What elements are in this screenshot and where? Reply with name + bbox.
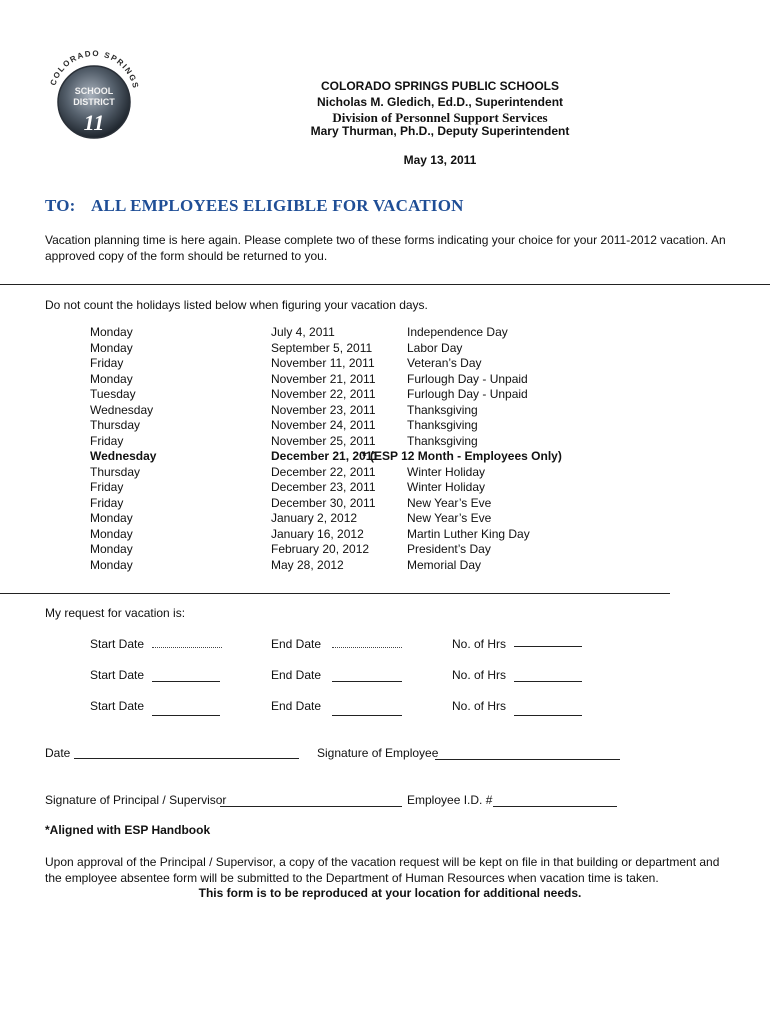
title-text: ALL EMPLOYEES ELIGIBLE FOR VACATION	[91, 196, 464, 215]
employee-id-field[interactable]	[493, 806, 617, 807]
holiday-name: Thanksgiving	[407, 402, 478, 417]
logo-number: 11	[83, 110, 105, 135]
start-date-label: Start Date	[90, 699, 145, 713]
holiday-name: Veteran’s Day	[407, 356, 482, 370]
holiday-name: Furlough Day - Unpaid	[407, 387, 528, 401]
holiday-row	[90, 341, 562, 357]
date-field[interactable]	[74, 758, 299, 759]
holiday-row	[90, 558, 562, 574]
start-date-label: Start Date	[90, 668, 145, 682]
holiday-date: July 4, 2011	[271, 325, 335, 339]
holiday-date: December 22, 2011	[271, 464, 376, 479]
title-to: TO:	[45, 196, 76, 215]
end-date-field-1[interactable]	[332, 647, 402, 648]
superintendent-line: Nicholas M. Gledich, Ed.D., Superintendent	[316, 95, 564, 109]
hours-field-2[interactable]	[514, 681, 582, 682]
holiday-date: February 20, 2012	[271, 542, 370, 556]
employee-signature-field[interactable]	[435, 759, 620, 760]
holiday-date: November 24, 2011	[271, 418, 376, 432]
employee-signature-label: Signature of Employee	[317, 746, 439, 760]
holiday-day: Monday	[90, 557, 133, 572]
holiday-date: December 21, 2011	[271, 449, 379, 463]
holiday-day: Tuesday	[90, 387, 136, 401]
holiday-name: Labor Day	[407, 340, 463, 355]
footnote: *Aligned with ESP Handbook	[45, 823, 211, 837]
holiday-row	[90, 449, 562, 465]
holiday-name: New Year’s Eve	[407, 511, 492, 525]
logo-line2: DISTRICT	[73, 97, 115, 107]
holiday-date: November 25, 2011	[271, 433, 376, 448]
logo-ring-text: COLORADO SPRINGS	[48, 48, 141, 91]
holiday-day: Friday	[90, 480, 124, 494]
holiday-date: December 30, 2011	[271, 495, 376, 510]
holiday-date: November 22, 2011	[271, 387, 376, 401]
holiday-name: Memorial Day	[407, 557, 482, 572]
holiday-row	[90, 496, 562, 512]
holiday-name: President’s Day	[407, 542, 491, 556]
division-line: Division of Personnel Support Services	[332, 110, 548, 125]
end-date-label: End Date	[271, 668, 322, 682]
holiday-row	[90, 372, 562, 388]
holiday-row	[90, 403, 562, 419]
holiday-name: Independence Day	[407, 325, 508, 339]
logo-line1: SCHOOL	[74, 86, 114, 96]
holiday-day: Monday	[90, 371, 133, 386]
holiday-table	[90, 325, 562, 573]
holiday-row	[90, 434, 562, 450]
start-date-field-1[interactable]	[152, 647, 222, 648]
holiday-name: Martin Luther King Day	[407, 526, 530, 541]
supervisor-signature-label: Signature of Principal / Supervisor	[45, 793, 227, 807]
memo-date: May 13, 2011	[403, 153, 477, 167]
holiday-row	[90, 542, 562, 558]
holiday-row	[90, 465, 562, 481]
district-logo	[42, 44, 144, 146]
holiday-name: New Year’s Eve	[407, 495, 492, 510]
hours-label: No. of Hrs	[452, 637, 507, 651]
holiday-day: Wednesday	[90, 402, 154, 417]
divider-1	[0, 284, 770, 285]
holiday-day: Monday	[90, 511, 133, 525]
holiday-day: Friday	[90, 433, 124, 448]
holiday-name: Winter Holiday	[407, 464, 486, 479]
holiday-name: Thanksgiving	[407, 433, 478, 448]
holiday-row	[90, 418, 562, 434]
holiday-row	[90, 511, 562, 527]
holiday-date: November 21, 2011	[271, 371, 376, 386]
holiday-day: Friday	[90, 356, 124, 370]
holiday-day: Monday	[90, 526, 133, 541]
hours-field-3[interactable]	[514, 715, 582, 716]
holiday-day: Thursday	[90, 418, 141, 432]
request-heading: My request for vacation is:	[45, 606, 186, 620]
hours-label: No. of Hrs	[452, 668, 507, 682]
holiday-day: Thursday	[90, 464, 141, 479]
end-date-field-3[interactable]	[332, 715, 402, 716]
holiday-date: December 23, 2011	[271, 480, 376, 494]
holiday-row	[90, 387, 562, 403]
employee-id-label: Employee I.D. #	[407, 793, 493, 807]
start-date-label: Start Date	[90, 637, 145, 651]
holiday-name: * (ESP 12 Month - Employees Only)	[362, 449, 562, 463]
closing-bold-note: This form is to be reproduced at your location for additional needs.	[198, 886, 582, 900]
holiday-row	[90, 527, 562, 543]
holiday-date: September 5, 2011	[271, 340, 373, 355]
holiday-name: Furlough Day - Unpaid	[407, 371, 528, 386]
supervisor-signature-field[interactable]	[220, 806, 402, 807]
holiday-date: May 28, 2012	[271, 557, 344, 572]
holiday-row	[90, 356, 562, 372]
hours-field-1[interactable]	[514, 646, 582, 647]
holiday-row	[90, 480, 562, 496]
holidays-intro: Do not count the holidays listed below when figuring your vacation days.	[45, 298, 428, 312]
holiday-day: Monday	[90, 542, 133, 556]
intro-paragraph: Vacation planning time is here again. Please complete two of these forms indicating your choice for your 2011-2012 vacation. An approved copy of the form should be returned to you.	[45, 233, 726, 263]
closing-paragraph: Upon approval of the Principal / Supervisor, a copy of the vacation request will be kept on file in that building or department and the employee absentee form will be submitted to the Department of Human Resources when vacation time is taken.	[45, 855, 720, 885]
holiday-date: January 2, 2012	[271, 511, 358, 525]
holiday-row	[90, 325, 562, 341]
end-date-field-2[interactable]	[332, 681, 402, 682]
holiday-day: Monday	[90, 340, 133, 355]
holiday-name: Winter Holiday	[407, 480, 486, 494]
hours-label: No. of Hrs	[452, 699, 507, 713]
holiday-day: Friday	[90, 495, 124, 510]
start-date-field-3[interactable]	[152, 715, 220, 716]
date-label: Date	[45, 746, 71, 760]
holiday-date: November 11, 2011	[271, 356, 375, 370]
holiday-date: January 16, 2012	[271, 526, 364, 541]
memo-title	[45, 196, 464, 216]
deputy-line: Mary Thurman, Ph.D., Deputy Superintendent	[310, 124, 570, 138]
end-date-label: End Date	[271, 699, 322, 713]
start-date-field-2[interactable]	[152, 681, 220, 682]
holiday-day: Wednesday	[90, 449, 157, 463]
holiday-day: Monday	[90, 325, 133, 339]
divider-2	[0, 593, 670, 594]
holiday-name: Thanksgiving	[407, 418, 478, 432]
org-name: COLORADO SPRINGS PUBLIC SCHOOLS	[320, 79, 559, 93]
end-date-label: End Date	[271, 637, 322, 651]
holiday-date: November 23, 2011	[271, 402, 376, 417]
